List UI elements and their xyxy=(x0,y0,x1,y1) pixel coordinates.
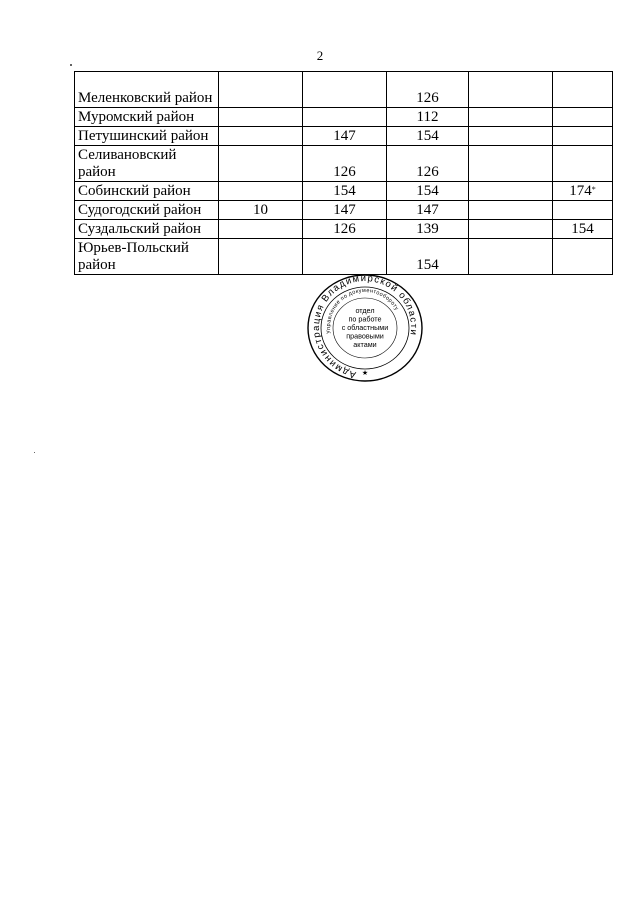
table-cell: 126 xyxy=(303,220,387,239)
district-name: Петушинский район xyxy=(75,127,219,146)
table-row xyxy=(75,127,613,146)
seal-center-line: актами xyxy=(353,340,377,349)
district-table xyxy=(74,71,613,275)
table-row xyxy=(75,239,613,275)
table-cell xyxy=(469,127,553,146)
table-cell xyxy=(303,239,387,275)
table-cell xyxy=(219,146,303,182)
table-row xyxy=(75,182,613,201)
table-cell: 154 xyxy=(387,239,469,275)
seal-center-line: с областными xyxy=(341,323,389,332)
table-cell xyxy=(219,108,303,127)
table-cell xyxy=(219,182,303,201)
table-cell: 147 xyxy=(303,201,387,220)
scan-speck xyxy=(34,452,35,453)
table-row xyxy=(75,220,613,239)
page-number: 2 xyxy=(316,48,324,63)
seal-center-line: по работе xyxy=(348,314,382,324)
table-cell xyxy=(303,108,387,127)
table-cell xyxy=(469,220,553,239)
district-name: Юрьев-Польский район xyxy=(75,239,219,275)
table-row xyxy=(75,108,613,127)
table-cell: 112 xyxy=(387,108,469,127)
table-cell xyxy=(553,239,613,275)
seal-inner-text-path: Управление по документообороту xyxy=(325,287,400,335)
seal-outer-text-path: Администрация Владимирской области xyxy=(310,272,420,381)
table-cell xyxy=(469,146,553,182)
seal-star-icon: ★ xyxy=(361,369,369,377)
table-cell: 154 xyxy=(303,182,387,201)
table-cell: 154 xyxy=(553,220,613,239)
seal-center-line: отдел xyxy=(355,306,375,315)
table-cell xyxy=(303,72,387,108)
table-cell: 139 xyxy=(387,220,469,239)
table-cell xyxy=(553,72,613,108)
district-name: Муромский район xyxy=(75,108,219,127)
table-cell xyxy=(219,239,303,275)
table-cell: 154 xyxy=(387,182,469,201)
table-row xyxy=(75,201,613,220)
district-name: Меленковский район xyxy=(75,72,219,108)
table-cell xyxy=(469,182,553,201)
district-name: Судогодский район xyxy=(75,201,219,220)
table-cell xyxy=(469,201,553,220)
scan-speck xyxy=(70,64,72,66)
table-row xyxy=(75,146,613,182)
table-cell xyxy=(219,127,303,146)
table-cell xyxy=(553,127,613,146)
table-cell xyxy=(553,201,613,220)
table-cell: 126 xyxy=(303,146,387,182)
table-cell xyxy=(553,182,613,201)
table-cell xyxy=(219,72,303,108)
official-seal xyxy=(300,272,430,384)
table-cell xyxy=(553,108,613,127)
table-row xyxy=(75,72,613,108)
table-cell xyxy=(469,72,553,108)
table-cell: 10 xyxy=(219,201,303,220)
table-cell xyxy=(469,239,553,275)
table-cell: 154 xyxy=(387,127,469,146)
table-cell xyxy=(553,146,613,182)
seal-center-line: правовыми xyxy=(346,331,384,341)
table-cell xyxy=(469,108,553,127)
table-cell: 126 xyxy=(387,146,469,182)
district-name: Суздальский район xyxy=(75,220,219,239)
district-name: Собинский район xyxy=(75,182,219,201)
cell-value: 174 xyxy=(569,183,592,199)
table-cell: 147 xyxy=(387,201,469,220)
footnote-mark: * xyxy=(591,185,596,194)
table-cell xyxy=(219,220,303,239)
table-cell: 126 xyxy=(387,72,469,108)
table-cell: 147 xyxy=(303,127,387,146)
district-name: Селивановский район xyxy=(75,146,219,182)
